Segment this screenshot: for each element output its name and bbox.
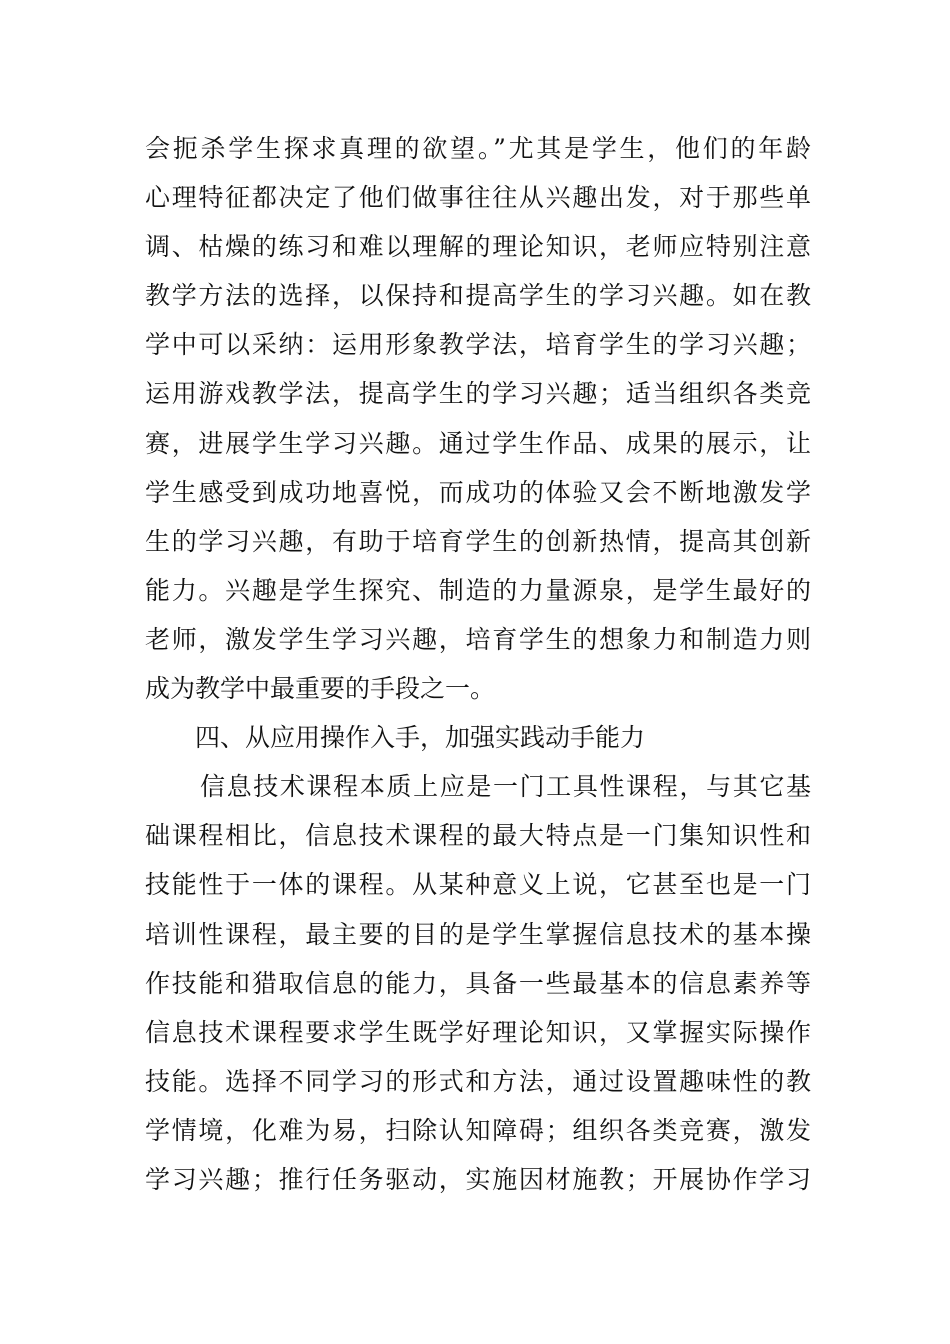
text-line-21: 学情境，化难为易，扫除认知障碍；组织各类竞赛，激发 xyxy=(145,1115,811,1145)
text-line-17: 培训性课程，最主要的目的是学生掌握信息技术的基本操 xyxy=(145,919,811,949)
text-line-9: 生的学习兴趣，有助于培育学生的创新热情，提高其创新 xyxy=(145,526,811,556)
text-line-10: 能力。兴趣是学生探究、制造的力量源泉，是学生最好的 xyxy=(145,575,811,605)
text-line-1: 会扼杀学生探求真理的欲望。”尤其是学生，他们的年龄 xyxy=(145,134,811,163)
text-line-8: 学生感受到成功地喜悦，而成功的体验又会不断地激发学 xyxy=(145,477,811,507)
text-line-2: 心理特征都决定了他们做事往往从兴趣出发，对于那些单 xyxy=(145,183,811,213)
text-line-14: 信息技术课程本质上应是一门工具性课程，与其它基 xyxy=(200,772,811,802)
section-heading: 四、从应用操作入手，加强实践动手能力 xyxy=(195,723,646,753)
text-line-18: 作技能和猎取信息的能力，具备一些最基本的信息素养等 xyxy=(145,968,811,998)
text-line-22: 学习兴趣；推行任务驱动，实施因材施教；开展协作学习 xyxy=(145,1164,811,1194)
body-text xyxy=(145,124,811,1204)
text-line-15: 础课程相比，信息技术课程的最大特点是一门集知识性和 xyxy=(145,821,811,851)
text-line-19: 信息技术课程要求学生既学好理论知识，又掌握实际操作 xyxy=(145,1017,811,1047)
text-line-16: 技能性于一体的课程。从某种意义上说，它甚至也是一门 xyxy=(145,870,811,900)
text-line-4: 教学方法的选择，以保持和提高学生的学习兴趣。如在教 xyxy=(145,281,811,311)
text-line-11: 老师，激发学生学习兴趣，培育学生的想象力和制造力则 xyxy=(145,624,811,654)
text-line-6: 运用游戏教学法，提高学生的学习兴趣；适当组织各类竞 xyxy=(145,379,811,409)
text-line-20: 技能。选择不同学习的形式和方法，通过设置趣味性的教 xyxy=(145,1066,811,1096)
text-line-3: 调、枯燥的练习和难以理解的理论知识，老师应特别注意 xyxy=(145,232,811,262)
text-line-12: 成为教学中最重要的手段之一。 xyxy=(145,674,496,704)
text-line-7: 赛，进展学生学习兴趣。通过学生作品、成果的展示，让 xyxy=(145,428,811,458)
text-line-5: 学中可以采纳：运用形象教学法，培育学生的学习兴趣； xyxy=(145,330,811,360)
